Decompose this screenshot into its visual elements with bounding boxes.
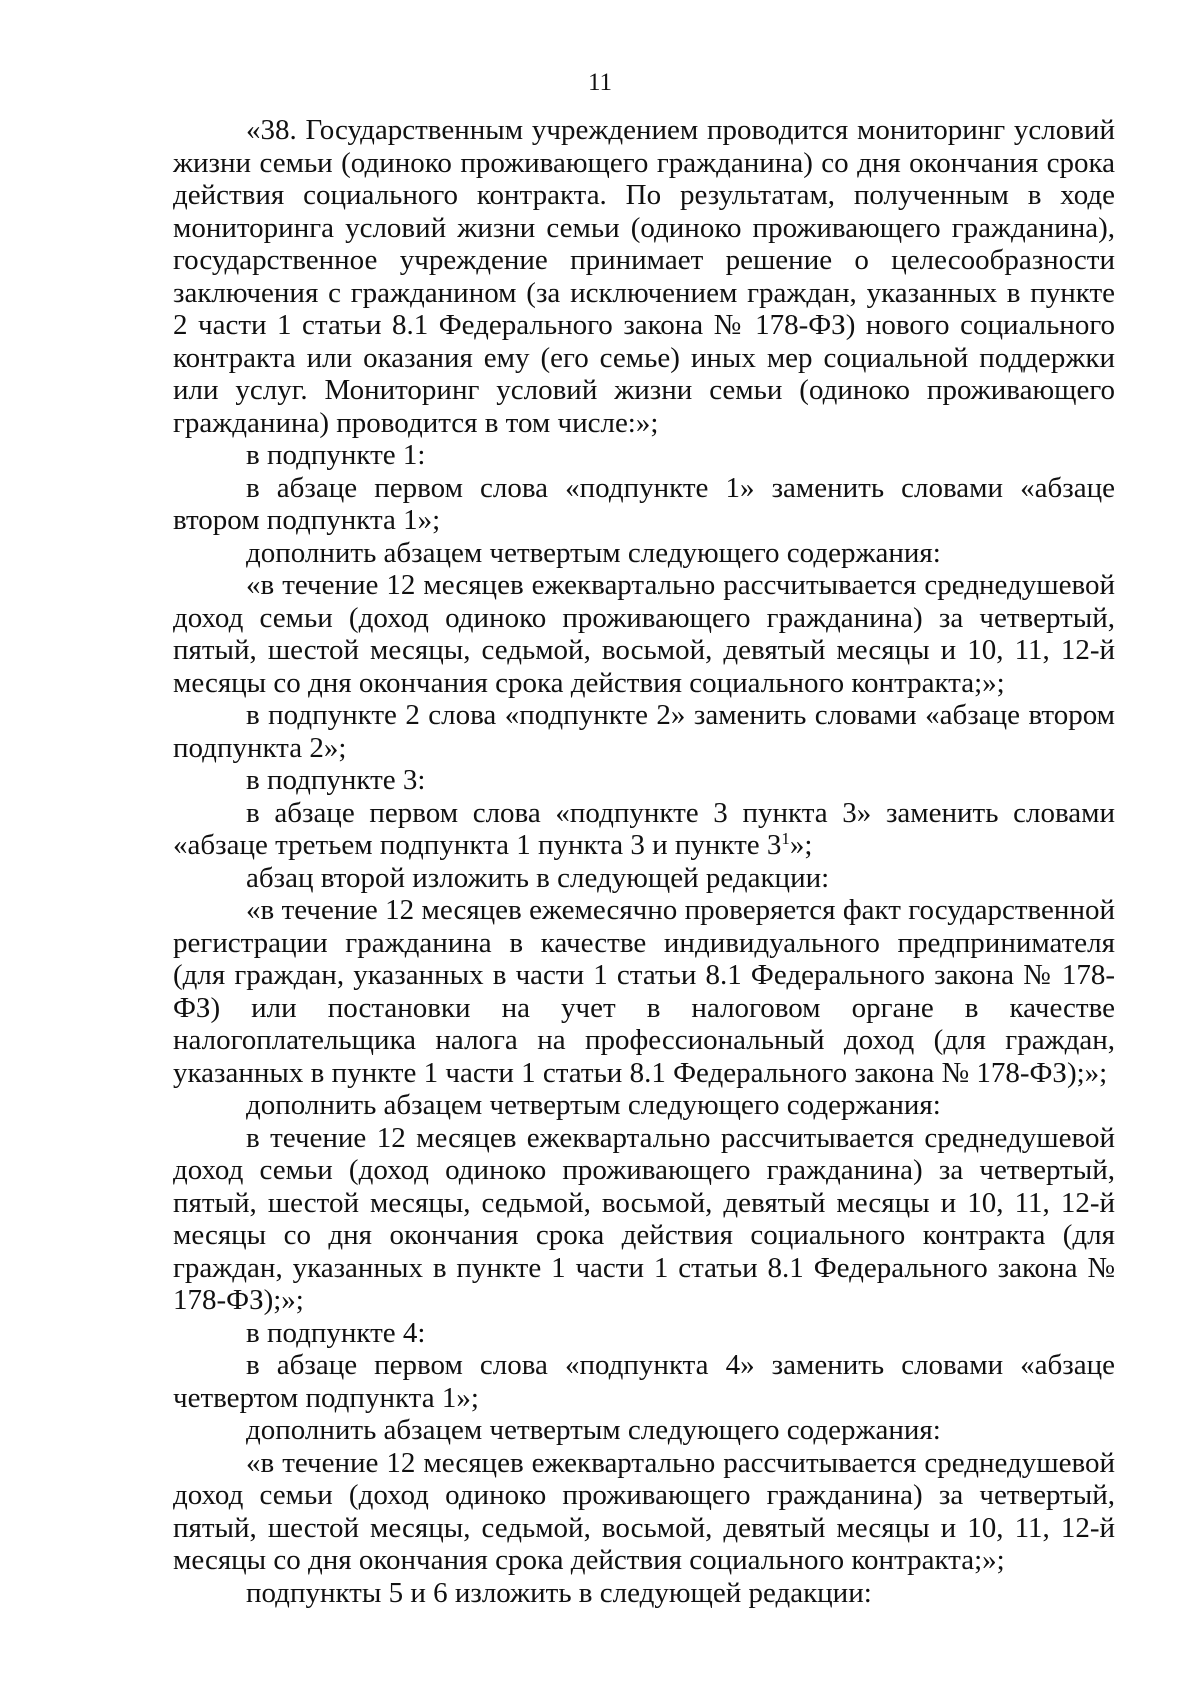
paragraph-second-abzac: абзац второй изложить в следующей редакции: [246,861,830,894]
paragraph-add-fourth: дополнить абзацем четвертым следующего содержания: [246,1414,941,1446]
paragraph-subitem-4: в подпункте 4: [246,1316,426,1349]
paragraph-quote-quarterly-2: в течение 12 месяцев ежеквартально рассчитывается среднедушевой доход семьи (доход одиноко проживающего гражданина) за четвертый, пятый, шестой месяцы, седьмой, восьмой, девятый месяцы и 10, 11, 12-й месяцы со дня окончания срока действия социального контракта (для граждан, указанных в пункте 1 части 1 статьи 8.1 Федерального закона № 178-ФЗ);»; [173,1121,1115,1316]
paragraph-amend-subitem-1-first: в абзаце первом слова «подпункте 1» заменить словами «абзаце втором подпункта 1»; [173,471,1115,536]
paragraph-quote-quarterly-1: «в течение 12 месяцев ежеквартально рассчитывается среднедушевой доход семьи (доход одиноко проживающего гражданина) за четвертый, пятый, шестой месяцы, седьмой, восьмой, девятый месяцы и 10, 11, 12-й месяцы со дня окончания срока действия социального контракта;»; [173,569,1115,699]
paragraph-amend-subitem-2: в подпункте 2 слова «подпункте 2» заменить словами «абзаце втором подпункта 2»; [173,699,1115,764]
page-number: 11 [587,69,613,96]
paragraph-subitem-3: в подпункте 3: [246,764,426,796]
paragraph-quote-monthly: «в течение 12 месяцев ежемесячно проверяется факт государственной регистрации гражданина в качестве индивидуального предпринимателя (для граждан, указанных в части 1 статьи 8.1 Федерального закона № 178-ФЗ) или постановки на учет в налоговом органе в качестве налогоплательщика налога на профессиональный доход (для граждан, указанных в пункте 1 части 1 статьи 8.1 Федерального закона № 178-ФЗ);»; [173,894,1115,1089]
paragraph-text: в абзаце первом слова «подпункте 3 пункта 3» заменить словами «абзаце третьем подпункта 1 пункта 3 и пункте 3 [173,796,1115,861]
document-body [173,114,1115,1609]
paragraph-subitem-1: в подпункте 1: [246,439,426,471]
paragraph-amend-subitem-4-first: в абзаце первом слова «подпункта 4» заменить словами «абзаце четвертом подпункта 1»; [173,1349,1115,1414]
paragraph-quote-quarterly-3: «в течение 12 месяцев ежеквартально рассчитывается среднедушевой доход семьи (доход одиноко проживающего гражданина) за четвертый, пятый, шестой месяцы, седьмой, восьмой, девятый месяцы и 10, 11, 12-й месяцы со дня окончания срока действия социального контракта;»; [173,1446,1115,1576]
superscript: 1 [781,829,790,848]
paragraph-subitems-5-6: подпункты 5 и 6 изложить в следующей редакции: [246,1576,872,1609]
paragraph-item-38: «38. Государственным учреждением проводится мониторинг условий жизни семьи (одиноко проживающего гражданина) со дня окончания срока действия социального контракта. По результатам, полученным в ходе мониторинга условий жизни семьи (одиноко проживающего гражданина), государственное учреждение принимает решение о целесообразности заключения с гражданином (за исключением граждан, указанных в пункте 2 части 1 статьи 8.1 Федерального закона № 178-ФЗ) нового социального контракта или оказания ему (его семье) иных мер социальной поддержки или услуг. Мониторинг условий жизни семьи (одиноко проживающего гражданина) проводится в том числе:»; [173,114,1115,439]
paragraph-add-fourth: дополнить абзацем четвертым следующего содержания: [246,536,941,569]
paragraph-text-end: »; [789,829,813,861]
paragraph-amend-subitem-3-first [173,797,1115,862]
paragraph-add-fourth: дополнить абзацем четвертым следующего содержания: [246,1089,941,1121]
